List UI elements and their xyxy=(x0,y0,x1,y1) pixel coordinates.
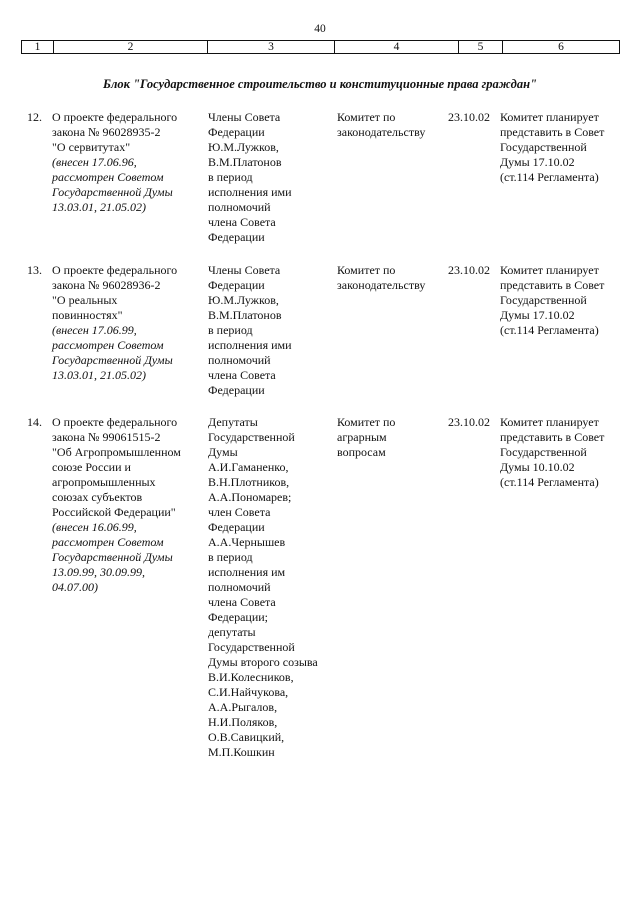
text-line: аграрным xyxy=(337,430,387,444)
text-line: Государственной Думы xyxy=(52,353,173,367)
text-line: 13.03.01, 21.05.02) xyxy=(52,200,146,214)
text-line: 13.03.01, 21.05.02) xyxy=(52,368,146,382)
text-line: "О реальных xyxy=(52,293,118,307)
text-line: Депутаты xyxy=(208,415,258,429)
text-line: союзе России и xyxy=(52,460,131,474)
text-line: Государственной xyxy=(208,430,295,444)
text-line: члена Совета xyxy=(208,215,276,229)
text-line: Комитет по xyxy=(337,263,396,277)
text-line: (внесен 17.06.96, xyxy=(52,155,137,169)
responsible-committee xyxy=(337,110,425,140)
text-line: О проекте федерального xyxy=(52,110,178,124)
bill-authors xyxy=(208,110,292,245)
text-line: Государственной Думы xyxy=(52,550,173,564)
bill-authors xyxy=(208,263,292,398)
committee-note xyxy=(500,110,604,185)
text-line: рассмотрен Советом xyxy=(52,535,164,549)
text-line: Федерации; xyxy=(208,610,269,624)
text-line: вопросам xyxy=(337,445,386,459)
text-line: Федерации xyxy=(208,230,265,244)
text-line: Н.И.Поляков, xyxy=(208,715,278,729)
bill-title xyxy=(52,110,177,215)
responsible-committee xyxy=(337,415,395,460)
text-line: В.И.Колесников, xyxy=(208,670,294,684)
text-line: члена Совета xyxy=(208,595,276,609)
text-line: Думы xyxy=(208,445,238,459)
text-line: Думы 17.10.02 xyxy=(500,308,575,322)
text-line: Федерации xyxy=(208,278,265,292)
text-line: М.П.Кошкин xyxy=(208,745,275,759)
bill-authors xyxy=(208,415,318,760)
text-line: Ю.М.Лужков, xyxy=(208,293,279,307)
bill-title xyxy=(52,415,181,595)
text-line: исполнения ими xyxy=(208,185,292,199)
bill-title xyxy=(52,263,177,383)
text-line: С.И.Найчукова, xyxy=(208,685,289,699)
text-line: в период xyxy=(208,323,253,337)
text-line: Государственной xyxy=(500,140,587,154)
text-line: Думы 10.10.02 xyxy=(500,460,575,474)
text-line: Комитет планирует xyxy=(500,263,599,277)
review-date: 23.10.02 xyxy=(448,415,490,429)
column-header-table xyxy=(21,40,620,54)
responsible-committee xyxy=(337,263,425,293)
text-line: Думы второго созыва xyxy=(208,655,318,669)
text-line: агропромышленных xyxy=(52,475,156,489)
text-line: Члены Совета xyxy=(208,263,281,277)
text-line: рассмотрен Советом xyxy=(52,338,164,352)
text-line: полномочий xyxy=(208,353,271,367)
text-line: О проекте федерального xyxy=(52,415,178,429)
text-line: О.В.Савицкий, xyxy=(208,730,285,744)
text-line: Государственной Думы xyxy=(52,185,173,199)
text-line: Комитет планирует xyxy=(500,110,599,124)
text-line: полномочий xyxy=(208,200,271,214)
row-number: 12. xyxy=(27,110,42,124)
page-number: 40 xyxy=(314,23,326,35)
text-line: депутаты xyxy=(208,625,256,639)
text-line: (внесен 16.06.99, xyxy=(52,520,137,534)
column-header-1: 1 xyxy=(22,41,54,53)
text-line: в период xyxy=(208,550,253,564)
row-number: 13. xyxy=(27,263,42,277)
text-line: исполнения им xyxy=(208,565,286,579)
text-line: закона № 96028935-2 xyxy=(52,125,161,139)
text-line: Государственной xyxy=(208,640,295,654)
text-line: союзах субъектов xyxy=(52,490,143,504)
text-line: В.М.Платонов xyxy=(208,155,282,169)
review-date: 23.10.02 xyxy=(448,110,490,124)
text-line: (ст.114 Регламента) xyxy=(500,323,599,337)
text-line: А.А.Пономарев; xyxy=(208,490,292,504)
text-line: "О сервитутах" xyxy=(52,140,131,154)
text-line: в период xyxy=(208,170,253,184)
text-line: представить в Совет xyxy=(500,125,605,139)
column-header-3: 3 xyxy=(208,41,335,53)
text-line: Государственной xyxy=(500,445,587,459)
text-line: Ю.М.Лужков, xyxy=(208,140,279,154)
text-line: Федерации xyxy=(208,125,265,139)
column-header-6: 6 xyxy=(558,41,564,53)
text-line: (ст.114 Регламента) xyxy=(500,170,599,184)
row-number: 14. xyxy=(27,415,42,429)
text-line: Думы 17.10.02 xyxy=(500,155,575,169)
text-line: Комитет по xyxy=(337,415,396,429)
text-line: полномочий xyxy=(208,580,271,594)
column-header-2: 2 xyxy=(54,41,208,53)
text-line: исполнения ими xyxy=(208,338,292,352)
review-date: 23.10.02 xyxy=(448,263,490,277)
text-line: Комитет по xyxy=(337,110,396,124)
text-line: рассмотрен Советом xyxy=(52,170,164,184)
text-line: Комитет планирует xyxy=(500,415,599,429)
text-line: законодательству xyxy=(337,278,426,292)
text-line: "Об Агропромышленном xyxy=(52,445,181,459)
text-line: представить в Совет xyxy=(500,278,605,292)
column-header-5: 5 xyxy=(459,41,503,53)
text-line: Государственной xyxy=(500,293,587,307)
text-line: закона № 99061515-2 xyxy=(52,430,161,444)
text-line: Члены Совета xyxy=(208,110,281,124)
text-line: (ст.114 Регламента) xyxy=(500,475,599,489)
text-line: Федерации xyxy=(208,520,265,534)
text-line: 13.09.99, 30.09.99, xyxy=(52,565,145,579)
text-line: В.М.Платонов xyxy=(208,308,282,322)
text-line: повинностях" xyxy=(52,308,123,322)
text-line: представить в Совет xyxy=(500,430,605,444)
committee-note xyxy=(500,263,604,338)
committee-note xyxy=(500,415,604,490)
column-header-4: 4 xyxy=(335,41,459,53)
text-line: член Совета xyxy=(208,505,271,519)
text-line: Российской Федерации" xyxy=(52,505,176,519)
text-line: законодательству xyxy=(337,125,426,139)
text-line: члена Совета xyxy=(208,368,276,382)
text-line: закона № 96028936-2 xyxy=(52,278,161,292)
text-line: В.Н.Плотников, xyxy=(208,475,290,489)
text-line: 04.07.00) xyxy=(52,580,98,594)
text-line: А.И.Гаманенко, xyxy=(208,460,289,474)
text-line: А.А.Чернышев xyxy=(208,535,286,549)
block-title: Блок "Государственное строительство и конституционные права граждан" xyxy=(103,77,537,91)
text-line: (внесен 17.06.99, xyxy=(52,323,137,337)
text-line: О проекте федерального xyxy=(52,263,178,277)
text-line: Федерации xyxy=(208,383,265,397)
text-line: А.А.Рыгалов, xyxy=(208,700,278,714)
